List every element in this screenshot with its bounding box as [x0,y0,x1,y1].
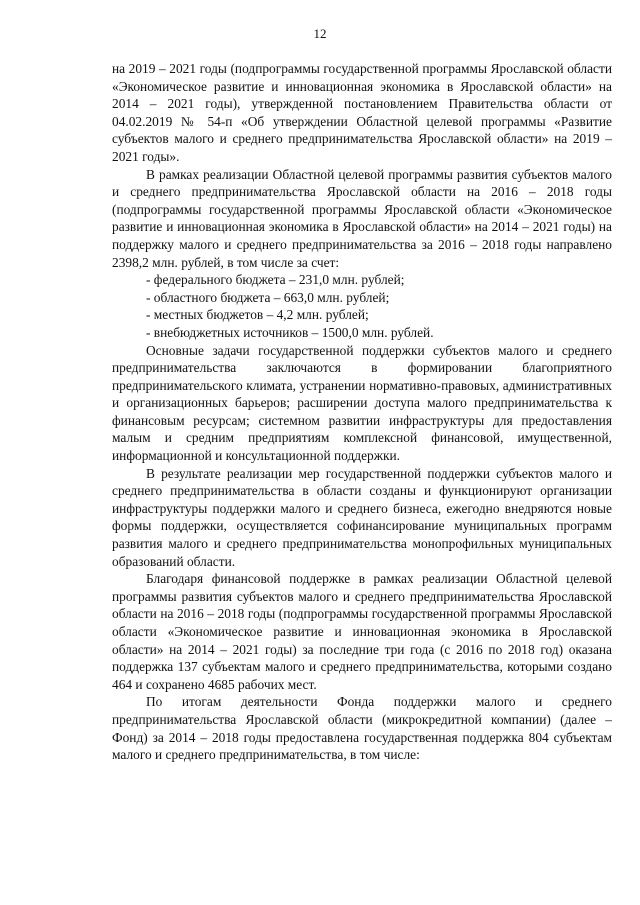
paragraph-financial-support: Благодаря финансовой поддержке в рамках реализации Областной целевой программы развития субъектов малого и среднего предпринимательства Ярославской области на 2016 – 2018 годы (подпрограммы государственной программы Ярославской области «Экономическое развитие и инновационная экономика в Ярославской области» на 2014 – 2021 годы) за последние три года (с 2016 по 2018 год) оказана поддержка 137 субъектам малого и среднего предпринимательства, которыми создано 464 и сохранено 4685 рабочих мест. [112,571,612,692]
funding-sources-list [112,271,612,341]
list-item: - федерального бюджета – 231,0 млн. рублей; [146,272,405,288]
list-item: - внебюджетных источников – 1500,0 млн. рублей. [146,324,434,340]
paragraph-fund-results: По итогам деятельности Фонда поддержки малого и среднего предпринимательства Ярославской области (микрокредитной компании) (далее – Фонд) за 2014 – 2018 годы предоставлена государственная поддержка 804 субъектам малого и среднего предпринимательства, в том числе: [112,694,612,763]
document-body [112,60,612,764]
list-item: - местных бюджетов – 4,2 млн. рублей; [146,307,369,323]
page-number: 12 [313,26,327,41]
list-item: - областного бюджета – 663,0 млн. рублей; [146,289,390,305]
paragraph-results: В результате реализации мер государственной поддержки субъектов малого и среднего предпринимательства в области созданы и функционируют организации инфраструктуры поддержки малого и среднего бизнеса, ежегодно внедряются новые формы поддержки, осуществляется софинансирование муниципальных программ развития малого и среднего предпринимательства монопрофильных муниципальных образований области. [112,465,612,569]
paragraph-funding-intro: В рамках реализации Областной целевой программы развития субъектов малого и среднего предпринимательства Ярославской области на 2016 – 2018 годы (подпрограммы государственной программы Ярославской области «Экономическое развитие и инновационная экономика в Ярославской области» на 2014 – 2021 годы) на поддержку малого и среднего предпринимательства за 2016 – 2018 годы направлено 2398,2 млн. рублей, в том числе за счет: [112,166,612,270]
paragraph-program-continuation: на 2019 – 2021 годы (подпрограммы государственной программы Ярославской области «Экономическое развитие и инновационная экономика в Ярославской области» на 2014 – 2021 годы), утвержденной постановлением Правительства области от 04.02.2019 № 54-п «Об утверждении Областной целевой программы «Развитие субъектов малого и среднего предпринимательства Ярославской области» на 2019 – 2021 годы». [112,61,612,164]
paragraph-main-tasks: Основные задачи государственной поддержки субъектов малого и среднего предпринимательства заключаются в формировании благоприятного предпринимательского климата, устранении нормативно-правовых, административных и организационных барьеров; расширении доступа малого предпринимательства к финансовым ресурсам; системном развитии инфраструктуры для предоставления малым и средним предприятиям комплексной финансовой, имущественной, информационной и консультационной поддержки. [112,342,612,464]
